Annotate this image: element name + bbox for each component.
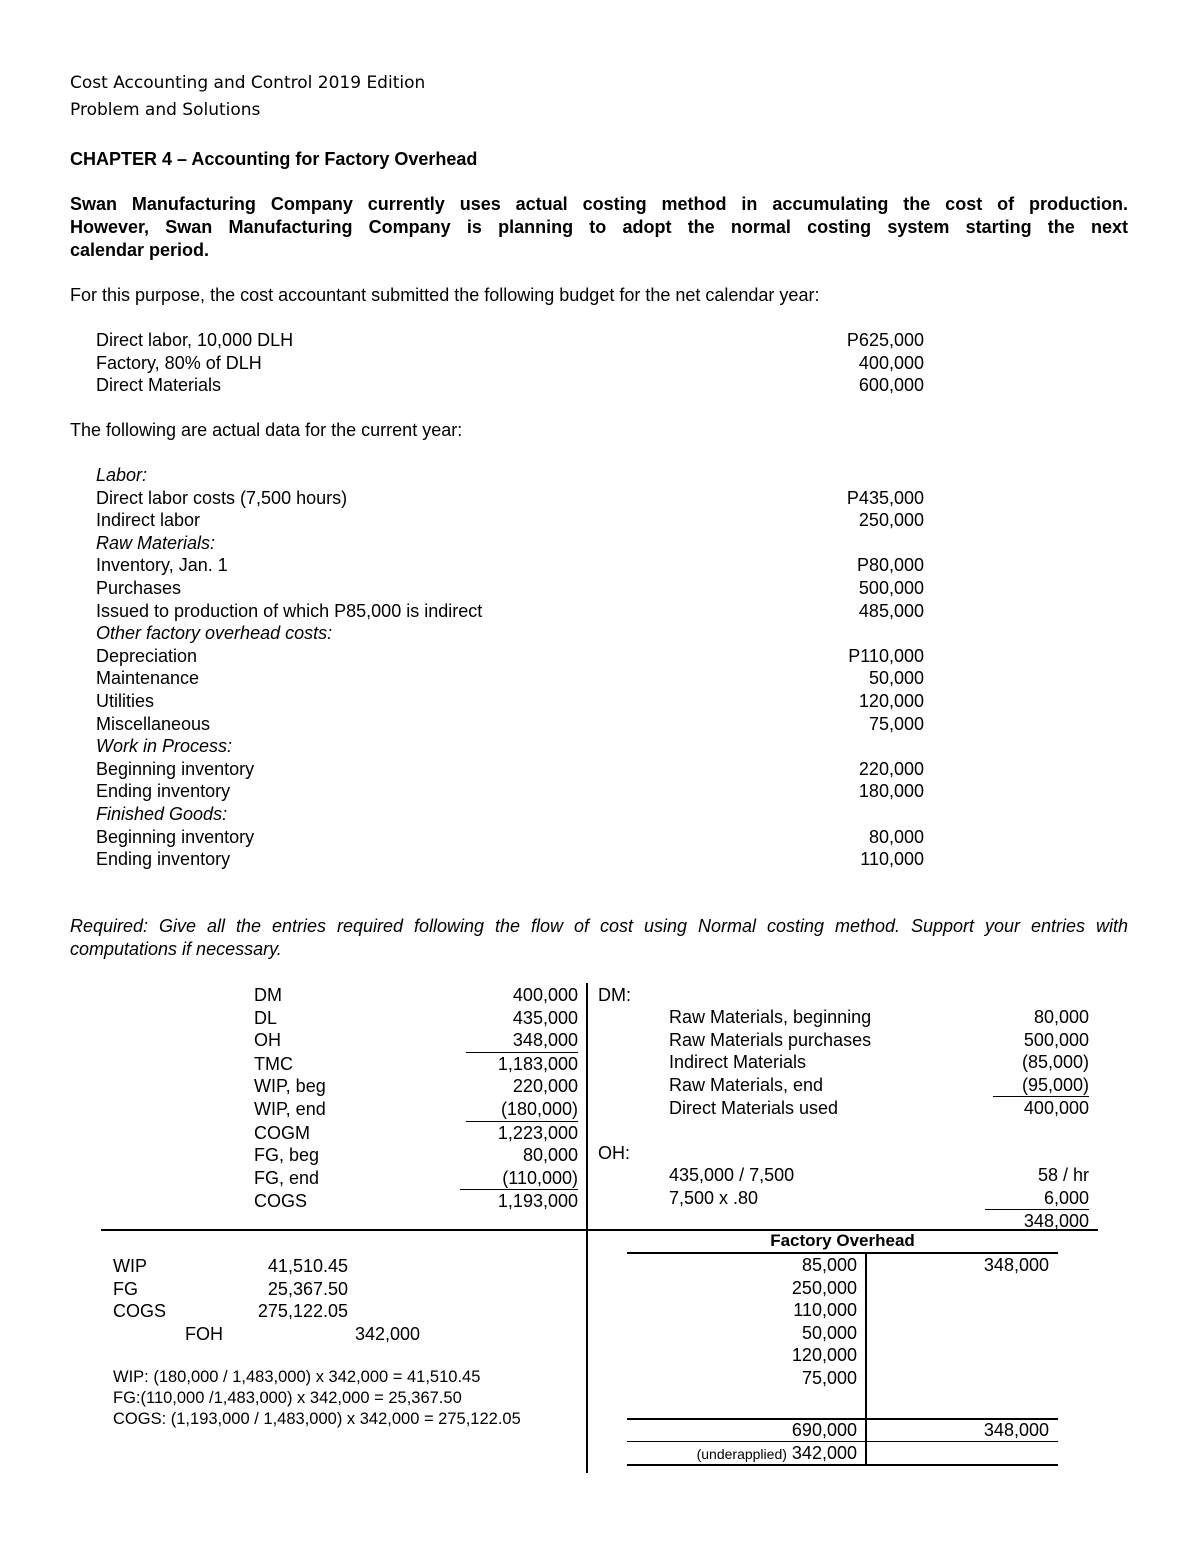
cogs-schedule — [254, 984, 578, 1213]
actual-row: Purchases 500,000 — [96, 577, 924, 598]
dm-row: Direct Materials used 400,000 — [669, 1098, 1089, 1119]
allocation-computations — [113, 1367, 521, 1430]
t-debit-total: 690,000 — [791, 1420, 857, 1440]
budget-label: Direct labor, 10,000 DLH — [96, 330, 294, 350]
t-debit-entry: 75,000 — [801, 1367, 857, 1388]
cogs-row: DL 435,000 — [254, 1007, 578, 1028]
cogs-row: DM 400,000 — [254, 985, 578, 1005]
actual-row: Inventory, Jan. 1 P80,000 — [96, 555, 924, 576]
dm-row: Raw Materials purchases 500,000 — [669, 1029, 1089, 1050]
budget-value: 400,000 — [858, 352, 924, 373]
actual-row: Issued to production of which P85,000 is indirect 485,000 — [96, 600, 924, 621]
actual-intro: The following are actual data for the current year: — [70, 420, 463, 440]
actual-row: Direct labor costs (7,500 hours) P435,000 — [96, 487, 924, 508]
closing-credit-label: FOH — [185, 1324, 223, 1344]
actual-section-label: Other factory overhead costs: — [96, 623, 333, 644]
dm-row: Raw Materials, end (95,000) — [669, 1074, 1089, 1098]
t-account-debits — [627, 1254, 857, 1390]
oh-row: 348,000 — [1023, 1211, 1089, 1232]
actual-row: Ending inventory 110,000 — [96, 849, 924, 870]
cogs-row: FG, beg 80,000 — [254, 1145, 578, 1166]
actual-row: Utilities 120,000 — [96, 690, 924, 711]
actual-row: Maintenance 50,000 — [96, 668, 924, 689]
required-line-1: Required: Give all the entries required following the flow of cost using Normal costing method. Support your entries with — [70, 916, 1128, 936]
problem-line-1: Swan Manufacturing Company currently uses actual costing method in accumulating the cost of production. — [70, 194, 1128, 214]
cogs-row: FG, end (110,000) — [254, 1167, 578, 1191]
closing-credit-value: 342,000 — [355, 1324, 421, 1344]
actual-row: Indirect labor 250,000 — [96, 510, 924, 531]
actual-data-table — [96, 464, 924, 871]
allocation-line: FG:(110,000 /1,483,000) x 342,000 = 25,367.50 — [113, 1389, 462, 1407]
budget-label: Factory, 80% of DLH — [96, 352, 262, 373]
budget-value: 600,000 — [858, 375, 924, 396]
budget-row — [96, 374, 924, 397]
allocation-line: WIP: (180,000 / 1,483,000) x 342,000 = 41,510.45 — [113, 1368, 481, 1386]
oh-row: 435,000 / 7,500 58 / hr — [669, 1165, 1089, 1185]
chapter-title: CHAPTER 4 – Accounting for Factory Overhead — [70, 149, 478, 169]
t-credit-total: 348,000 — [983, 1420, 1049, 1440]
budget-table — [96, 329, 924, 397]
t-balance-row — [627, 1442, 857, 1466]
vertical-divider — [586, 983, 588, 1473]
oh-computation — [669, 1164, 1089, 1233]
required-line-2: computations if necessary. — [70, 939, 282, 959]
t-account-bottom-rule — [627, 1464, 1058, 1466]
dm-computation — [669, 1006, 1089, 1120]
t-balance-note: (underapplied) — [696, 1446, 787, 1462]
problem-line-2: However, Swan Manufacturing Company is planning to adopt the normal costing system starting the next — [70, 217, 1128, 237]
t-credit-entry: 348,000 — [983, 1255, 1049, 1275]
actual-section-label: Raw Materials: — [96, 532, 216, 553]
t-balance-value: 342,000 — [791, 1443, 857, 1463]
actual-row: Miscellaneous 75,000 — [96, 713, 924, 734]
t-debit-entry: 250,000 — [791, 1277, 857, 1298]
actual-row: Ending inventory 180,000 — [96, 781, 924, 802]
dm-row: Indirect Materials (85,000) — [669, 1052, 1089, 1073]
actual-section-label: Finished Goods: — [96, 803, 228, 824]
actual-section-label: Work in Process: — [96, 736, 233, 757]
budget-label: Direct Materials — [96, 375, 222, 396]
closing-debit-row: WIP 41,510.45 — [113, 1256, 348, 1276]
cogs-row: WIP, end (180,000) — [254, 1098, 578, 1122]
oh-row: 7,500 x .80 6,000 — [669, 1187, 1089, 1211]
closing-debit-row: FG 25,367.50 — [113, 1278, 348, 1299]
t-account-credits — [870, 1254, 1049, 1277]
dm-row: Raw Materials, beginning 80,000 — [669, 1007, 1089, 1027]
closing-debit-row: COGS 275,122.05 — [113, 1301, 348, 1322]
budget-row — [96, 329, 924, 352]
t-debit-entry: 50,000 — [801, 1322, 857, 1343]
t-account-title: Factory Overhead — [770, 1231, 915, 1250]
cogs-row: COGM 1,223,000 — [254, 1122, 578, 1143]
oh-heading: OH: — [598, 1143, 631, 1163]
t-debit-entry: 85,000 — [801, 1255, 857, 1275]
dm-heading: DM: — [598, 985, 631, 1005]
cogs-row: OH 348,000 — [254, 1029, 578, 1053]
cogs-row: TMC 1,183,000 — [254, 1053, 578, 1074]
budget-row — [96, 352, 924, 375]
actual-section-label: Labor: — [96, 465, 148, 485]
budget-intro: For this purpose, the cost accountant submitted the following budget for the net calendar year: — [70, 285, 820, 305]
book-subtitle: Problem and Solutions — [70, 100, 261, 120]
t-account-center-rule — [865, 1253, 867, 1465]
closing-entry — [113, 1255, 348, 1323]
problem-line-3: calendar period. — [70, 240, 210, 260]
t-debit-entry: 120,000 — [791, 1345, 857, 1366]
cogs-row: COGS 1,193,000 — [254, 1191, 578, 1212]
actual-row: Depreciation P110,000 — [96, 645, 924, 666]
budget-value: P625,000 — [846, 330, 924, 350]
cogs-row: WIP, beg 220,000 — [254, 1076, 578, 1097]
actual-row: Beginning inventory 220,000 — [96, 758, 924, 779]
book-title: Cost Accounting and Control 2019 Edition — [70, 73, 426, 93]
allocation-line: COGS: (1,193,000 / 1,483,000) x 342,000 = 275,122.05 — [113, 1410, 521, 1428]
actual-row: Beginning inventory 80,000 — [96, 826, 924, 847]
t-debit-entry: 110,000 — [793, 1300, 857, 1321]
